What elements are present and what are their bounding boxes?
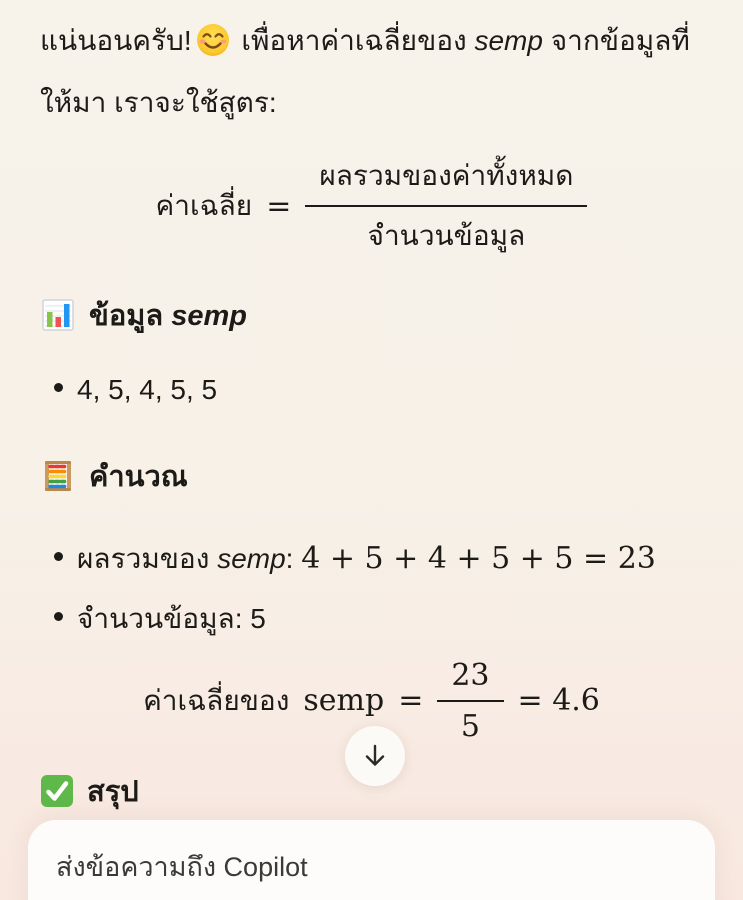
section-title-term: semp bbox=[171, 300, 247, 333]
result-lhs: ค่าเฉลี่ยของ bbox=[143, 684, 290, 716]
intro-term-semp: semp bbox=[474, 25, 543, 56]
intro-text-3: จากข้อมูลที่ให้มา เราจะใช้สูตร: bbox=[40, 25, 690, 118]
section-title: คำนวณ bbox=[89, 460, 188, 493]
data-values: 4, 5, 4, 5, 5 bbox=[77, 374, 218, 406]
section-title-text: ข้อมูล bbox=[89, 300, 164, 333]
fraction-denominator: จำนวนข้อมูล bbox=[367, 220, 526, 252]
abacus-emoji-icon bbox=[40, 458, 76, 494]
result-fraction bbox=[437, 658, 503, 744]
sum-line bbox=[77, 535, 656, 583]
result-value: = 4.6 bbox=[517, 683, 600, 719]
scroll-to-bottom-button[interactable] bbox=[345, 726, 405, 786]
result-numerator: 23 bbox=[437, 658, 503, 702]
sum-colon: : bbox=[285, 542, 294, 574]
sum-bullet bbox=[54, 535, 703, 583]
sum-math: 4 + 5 + 4 + 5 + 5 = 23 bbox=[301, 540, 656, 576]
message-composer bbox=[28, 820, 715, 900]
section-heading-data bbox=[40, 292, 703, 338]
formula-fraction bbox=[305, 154, 587, 258]
count-bullet bbox=[54, 597, 703, 642]
arrow-down-icon bbox=[361, 742, 389, 770]
bullet-dot bbox=[54, 612, 63, 621]
result-denominator: 5 bbox=[460, 708, 480, 744]
section-title bbox=[89, 292, 247, 338]
bullet-dot bbox=[54, 383, 63, 392]
intro-text-2: เพื่อหาค่าเฉลี่ยของ bbox=[233, 25, 475, 56]
mean-formula bbox=[40, 154, 703, 258]
smiling-face-emoji-icon bbox=[196, 21, 230, 76]
formula-equals: = bbox=[266, 188, 292, 224]
sum-term: semp bbox=[217, 542, 286, 574]
section-heading-calc bbox=[40, 453, 703, 499]
data-values-bullet bbox=[54, 368, 703, 413]
message-input[interactable] bbox=[28, 820, 715, 883]
bar-chart-emoji-icon bbox=[40, 297, 76, 333]
bullet-dot bbox=[54, 552, 63, 561]
section-title: สรุป bbox=[87, 775, 139, 808]
count-line: จำนวนข้อมูล: 5 bbox=[77, 602, 266, 634]
result-term: semp bbox=[303, 683, 385, 719]
sum-label: ผลรวมของ bbox=[77, 542, 218, 574]
intro-text-1: แน่นอนครับ! bbox=[40, 25, 192, 56]
check-mark-emoji-icon bbox=[40, 774, 74, 808]
formula-lhs: ค่าเฉลี่ย bbox=[155, 190, 253, 222]
result-equals: = bbox=[398, 683, 424, 719]
intro-paragraph bbox=[40, 14, 703, 130]
fraction-numerator: ผลรวมของค่าทั้งหมด bbox=[305, 154, 587, 207]
